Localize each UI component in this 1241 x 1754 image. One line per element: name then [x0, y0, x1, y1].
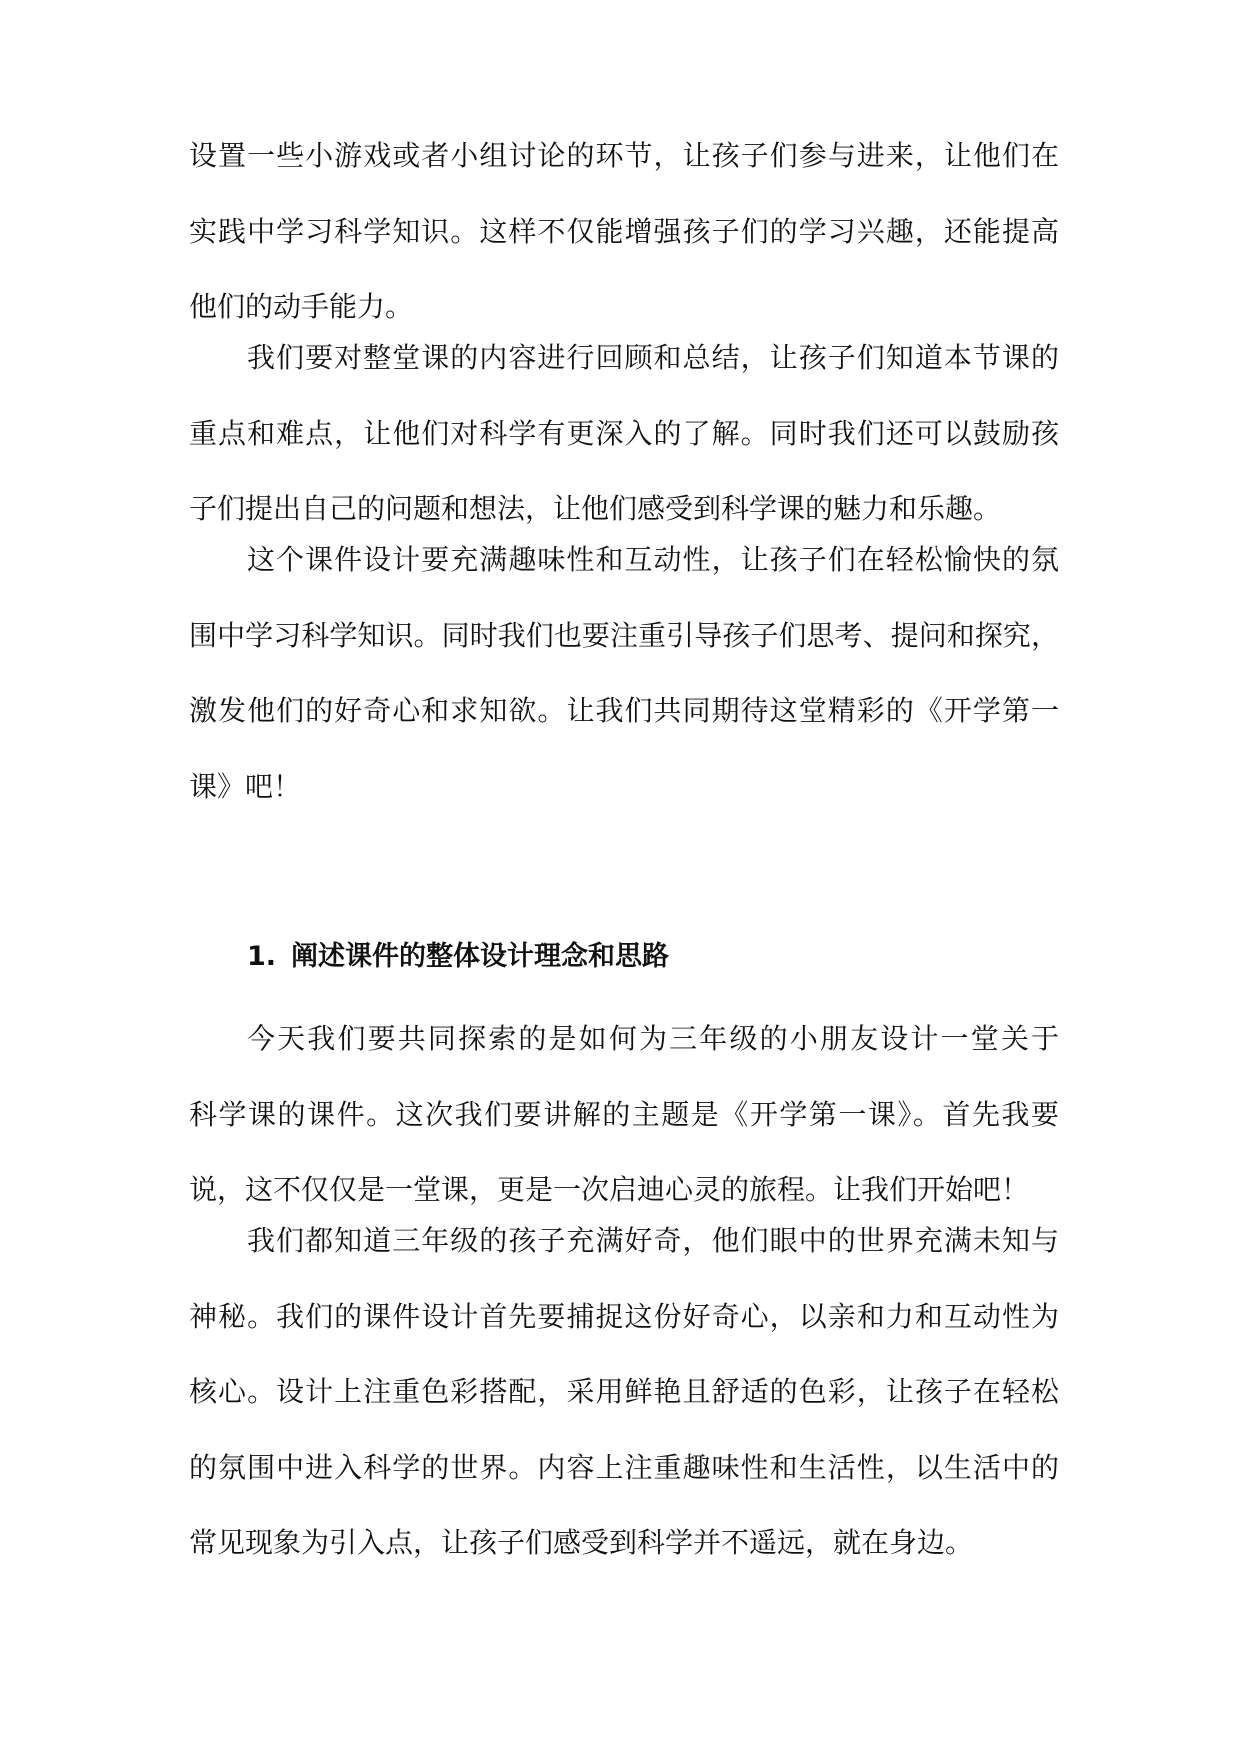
text-line: 我们要对整堂课的内容进行回顾和总结，让孩子们知道本节课的: [247, 341, 1059, 374]
text-line: 说，这不仅仅是一堂课，更是一次启迪心灵的旅程。让我们开始吧！: [189, 1173, 1030, 1206]
text-line: 他们的动手能力。: [189, 290, 414, 323]
text-line: 设置一些小游戏或者小组讨论的环节，让孩子们参与进来，让他们在: [189, 139, 1059, 172]
paragraph-continuation: [189, 118, 1059, 345]
text-line: 课》吧！: [189, 769, 302, 803]
text-line: 今天我们要共同探索的是如何为三年级的小朋友设计一堂关于: [247, 1022, 1059, 1055]
text-line: 核心。设计上注重色彩搭配，采用鲜艳且舒适的色彩，让孩子在轻松: [189, 1375, 1059, 1408]
text-line: 子们提出自己的问题和想法，让他们感受到科学课的魅力和乐趣。: [189, 492, 1002, 525]
text-line: 实践中学习科学知识。这样不仅能增强孩子们的学习兴趣，还能提高: [189, 214, 1059, 248]
paragraph-fun-interaction: [189, 522, 1059, 824]
text-line: 的氛围中进入科学的世界。内容上注重趣味性和生活性，以生活中的: [189, 1450, 1059, 1484]
paragraph-intro: [189, 1001, 1059, 1228]
section-number: 1.: [247, 941, 277, 972]
text-line: 激发他们的好奇心和求知欲。让我们共同期待这堂精彩的《开学第一: [189, 694, 1059, 727]
section-heading: [247, 937, 669, 977]
paragraph-review-summary: [189, 320, 1059, 547]
text-line: 这个课件设计要充满趣味性和互动性，让孩子们在轻松愉快的氛: [247, 543, 1059, 576]
section-title: 阐述课件的整体设计理念和思路: [291, 941, 669, 972]
text-line: 科学课的课件。这次我们要讲解的主题是《开学第一课》。首先我要: [189, 1097, 1059, 1131]
text-line: 围中学习科学知识。同时我们也要注重引导孩子们思考、提问和探究，: [189, 618, 1059, 652]
paragraph-design-concept: [189, 1203, 1059, 1581]
text-line: 常见现象为引入点，让孩子们感受到科学并不遥远，就在身边。: [189, 1526, 974, 1559]
text-line: 重点和难点，让他们对科学有更深入的了解。同时我们还可以鼓励孩: [189, 416, 1059, 450]
text-line: 神秘。我们的课件设计首先要捕捉这份好奇心，以亲和力和互动性为: [189, 1299, 1059, 1333]
text-line: 我们都知道三年级的孩子充满好奇，他们眼中的世界充满未知与: [247, 1224, 1059, 1257]
